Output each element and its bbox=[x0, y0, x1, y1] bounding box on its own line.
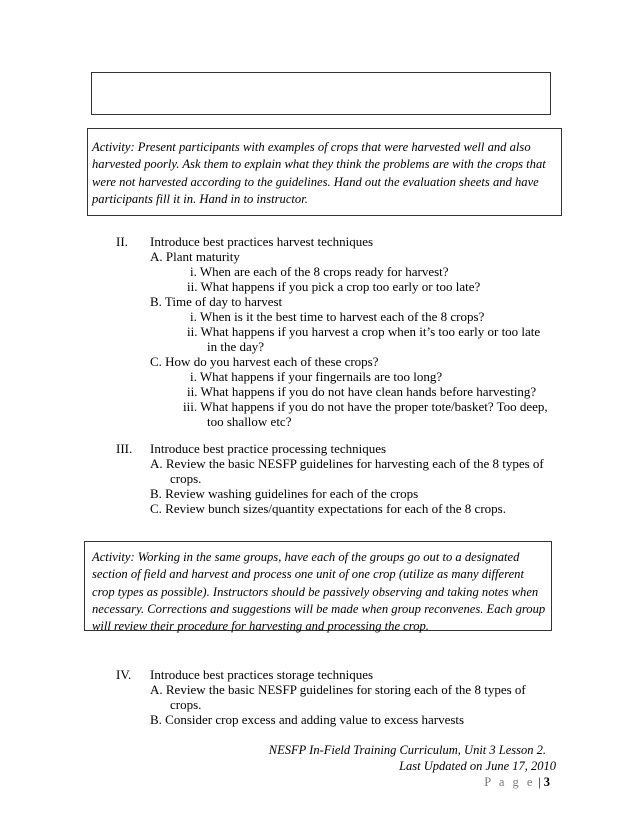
section-3-item-c: C. Review bunch sizes/quantity expectations for each of the 8 crops. bbox=[150, 501, 506, 516]
section-3-item-a-cont: crops. bbox=[170, 471, 202, 486]
footer-page-sep: | bbox=[534, 775, 544, 789]
footer-updated: Last Updated on June 17, 2010 bbox=[399, 759, 556, 773]
section-4-numeral: IV. bbox=[116, 667, 132, 682]
section-4-item-a-cont: crops. bbox=[170, 697, 202, 712]
section-2-item-a-ii: ii. What happens if you pick a crop too early or too late? bbox=[187, 279, 481, 294]
section-2-item-c-iii: iii. What happens if you do not have the proper tote/basket? Too deep, bbox=[183, 399, 548, 414]
section-2-item-b-ii: ii. What happens if you harvest a crop when it’s too early or too late bbox=[187, 324, 541, 339]
footer-page-label: P a g e bbox=[484, 775, 535, 789]
section-2-item-c-iii-cont: too shallow etc? bbox=[207, 414, 292, 429]
section-2-item-a-i: i. When are each of the 8 crops ready for harvest? bbox=[190, 264, 449, 279]
section-2-item-c-i: i. What happens if your fingernails are too long? bbox=[190, 369, 443, 384]
section-2-item-b-i: i. When is it the best time to harvest each of the 8 crops? bbox=[190, 309, 485, 324]
section-3-numeral: III. bbox=[116, 441, 133, 456]
section-4-title: Introduce best practices storage techniques bbox=[150, 667, 374, 682]
activity-box-2 bbox=[84, 541, 552, 634]
footer-page-number: 3 bbox=[543, 775, 550, 789]
footer-page bbox=[484, 775, 550, 790]
section-3-item-a: A. Review the basic NESFP guidelines for harvesting each of the 8 types of bbox=[150, 456, 544, 471]
empty-text-box bbox=[91, 72, 551, 115]
activity-1-text: Activity: Present participants with examples of crops that were harvested well and also harvested poorly. Ask them to explain what they think the problems are with the crops that were not harvested according to the guidelines. Hand out the evaluation sheets and have participants fill it in. Hand in to instructor. bbox=[92, 140, 546, 206]
footer-curriculum: NESFP In-Field Training Curriculum, Unit 3 Lesson 2. bbox=[268, 743, 546, 757]
section-2-item-c: C. How do you harvest each of these crops? bbox=[150, 354, 379, 369]
section-3-item-b: B. Review washing guidelines for each of the crops bbox=[150, 486, 419, 501]
section-3-title: Introduce best practice processing techniques bbox=[150, 441, 387, 456]
section-4-item-b: B. Consider crop excess and adding value to excess harvests bbox=[150, 712, 465, 727]
section-2-item-b: B. Time of day to harvest bbox=[150, 294, 283, 309]
section-2-item-c-ii: ii. What happens if you do not have clean hands before harvesting? bbox=[187, 384, 537, 399]
section-2-item-b-ii-cont: in the day? bbox=[207, 339, 265, 354]
activity-box-1 bbox=[87, 128, 562, 216]
section-2-numeral: II. bbox=[116, 234, 128, 249]
section-2-item-a: A. Plant maturity bbox=[150, 249, 240, 264]
section-2-title: Introduce best practices harvest techniques bbox=[150, 234, 374, 249]
section-4-item-a: A. Review the basic NESFP guidelines for storing each of the 8 types of bbox=[150, 682, 526, 697]
activity-2-text: Activity: Working in the same groups, have each of the groups go out to a designated section of field and harvest and process one unit of one crop (utilize as many different crop types as possible). Instructors should be passively observing and taking notes when necessary. Corrections and suggestions will be made when group reconvenes. Each group will review their procedure for harvesting and processing the crop. bbox=[92, 550, 546, 634]
